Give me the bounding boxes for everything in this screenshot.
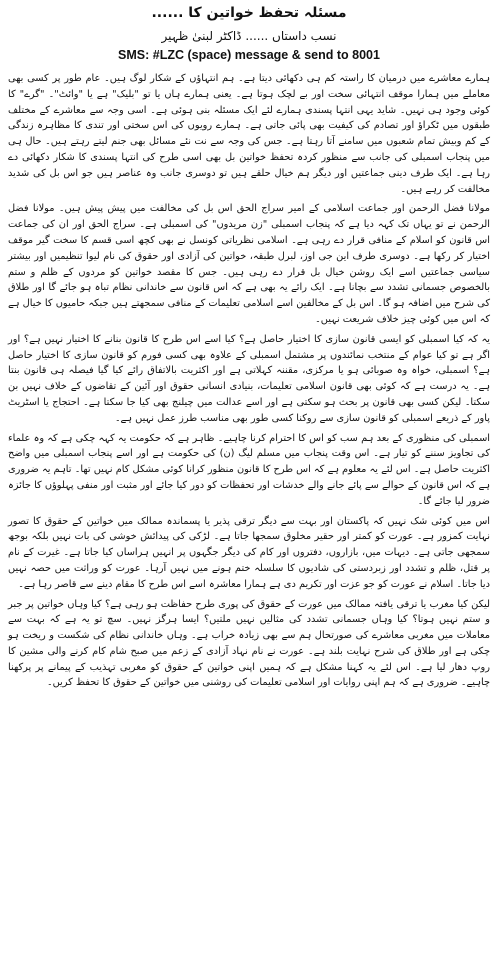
- article-paragraph: مولانا فضل الرحمن اور جماعت اسلامی کے امیر سراج الحق اس بل کی مخالفت میں پیش پیش ہیں۔ مولانا فضل الرحمن نے تو یہاں تک کہہ دیا ہے کہ پنجاب اسمبلی "زن مریدوں" کی اسمبلی ہے۔ سراج الحق اور ان کی جماعت اس قانون کو اسلام کے منافی قرار دے رہی ہے۔ اسلامی نظریاتی کونسل نے بھی کچھ اسی قسم کا سخت گیر موقف اختیار کر رکھا ہے۔ دوسری طرف این جی اوز، لبرل طبقہ، خواتین کی آزادی اور حقوق کی نام لیوا تنظیمیں اور بیشتر سیاسی جماعتیں اسے ایک روشن خیال بل قرار دے رہی ہیں۔ جس کا مقصد خواتین کو مردوں کے ظلم و ستم بالخصوص جسمانی تشدد سے بچانا ہے۔ ایک رائے یہ بھی ہے کہ اس قانون سے خاندانی نظام تباہ ہو جائے گا اور طلاق کی شرح میں اضافہ ہو گا۔ اس بل کے مخالفین اسے اسلامی تعلیمات کے منافی سمجھتے ہیں جبکہ حامیوں کا خیال ہے کہ اس میں کوئی چیز خلاف شریعت نہیں۔: [8, 203, 490, 325]
- article-paragraph: اسمبلی کی منظوری کے بعد ہم سب کو اس کا احترام کرنا چاہیے۔ ظاہر ہے کہ حکومت یہ کہہ چکی ہے کہ وہ علماء کی تجاویز سننے کو تیار ہے۔ اس وقت پنجاب میں مسلم لیگ (ن) کی حکومت ہے اور اسے پنجاب اسمبلی میں واضح اکثریت حاصل ہے۔ اس لئے یہ معلوم ہے کہ اس طرح کا قانون منظور کرانا کوئی مشکل کام نہیں تھا۔ تاہم یہ ضروری ہے کہ اس قانون کے حوالے سے پائے جانے والے خدشات اور تحفظات کو دور کیا جائے اور مثبت اور منفی پہلوؤں کا جائزہ ضرور لیا جائے گا۔: [8, 432, 490, 507]
- article-paragraph: یہ کہ کیا اسمبلی کو ایسی قانون سازی کا اختیار حاصل ہے؟ کیا اسے اس طرح کا قانون بنانے کا اختیار نہیں ہے؟ اور اگر ہے تو کیا عوام کے منتخب نمائندوں پر مشتمل اسمبلی کے علاوہ بھی کسی فورم کو قانون سازی کا اختیار حاصل ہے؟ اسمبلی، خواہ وہ صوبائی ہو یا مرکزی، مقننہ کہلاتی ہے اور اکثریت بالاتفاق رائے کیا گیا فیصلہ ہی قانون بنتا ہے۔ یہ درست ہے کہ کوئی بھی قانون اسلامی تعلیمات، بنیادی انسانی حقوق اور آئین کے تقاضوں کے خلاف نہیں بن سکتا۔ لیکن کسی بھی قانون پر بحث ہو سکتی ہے اور اسے عدالت میں چیلنج بھی کیا جا سکتا ہے۔ احتجاج یا اسٹریٹ پاور کے ذریعے اسمبلی کو قانون سازی سے روکنا کسی طور بھی مناسب طرز عمل نہیں ہے۔: [8, 333, 490, 424]
- article-body: [8, 71, 490, 691]
- article-paragraph: ہمارے معاشرے میں درمیان کا راستہ کم ہی دکھائی دیتا ہے۔ ہم انتہاؤں کے شکار لوگ ہیں۔ عام طور پر کسی بھی معاملے میں ہمارا موقف انتہائی سخت اور بے لچک ہوتا ہے۔ یعنی ہمارے ہاں یا تو "بلیک" ہے یا "وائٹ"۔ "گرے" کا کوئی وجود ہی نہیں۔ شاید یہی انتہا پسندی ہمارے لئے ایک مسئلہ بنی ہوئی ہے۔ اسی وجہ سے معاشرے کے مختلف طبقوں میں ٹکراؤ اور تصادم کی کیفیت بھی پائی جاتی ہے۔ ہمارے رویوں کی اس سختی اور تندی کا مظاہرہ زندگی کے کم وبیش تمام شعبوں میں سامنے آتا رہتا ہے۔ جس کی وجہ سے نت نئے مسائل بھی جنم لیتے رہتے ہیں۔ حال ہی میں پنجاب اسمبلی کی جانب سے منظور کردہ تحفظ خواتین بل بھی اسی طرح کی انتہا پسندی کا شکار دکھائی دے رہا ہے۔ ایک طرف دینی جماعتیں اور دیگر ہم خیال حلقے ہیں تو دوسری جانب وہ عناصر ہیں جو اس بل کی شدید مخالفت کر رہے ہیں۔: [8, 73, 490, 195]
- article-title: مسئلہ تحفظ خواتین کا ......: [151, 5, 347, 21]
- article-paragraph: لیکن کیا مغرب یا ترقی یافتہ ممالک میں عورت کے حقوق کی پوری طرح حفاظت ہو رہی ہے؟ کیا وہاں خواتین پر جبر و ستم نہیں ہوتا؟ کیا وہاں جسمانی تشدد کی مثالیں نہیں ملتیں؟ ایسا ہرگز نہیں۔ سچ تو یہ ہے کہ بہت سے معاملات میں مغربی معاشرے کی صورتحال ہم سے بھی زیادہ خراب ہے۔ وہاں خاندانی نظام کی شکست و ریخت ہو چکی ہے اور طلاق کی شرح نہایت بلند ہے۔ عورت نے نام نہاد آزادی کے زعم میں صبح شام کام کرنے والی مشین کا روپ دھار لیا ہے۔ اس لئے یہ کہنا مشکل ہے کہ ہمیں اپنی خواتین کے حقوق کو مغربی تہذیب کے پیمانے پر پرکھنا چاہیے۔ ضروری ہے کہ ہم اپنی روایات اور اسلامی تعلیمات کی روشنی میں خواتین کے حقوق کا تحفظ کریں۔: [8, 598, 490, 689]
- article-paragraph: اس میں کوئی شک نہیں کہ پاکستان اور بہت سے دیگر ترقی پذیر یا پسماندہ ممالک میں خواتین کے حقوق کا تصور نہایت کمزور ہے۔ عورت کو کمتر اور حقیر مخلوق سمجھا جاتا ہے۔ لڑکی کی پیدائش خوشی کی بات نہیں بلکہ بوجھ سمجھی جاتی ہے۔ دیہات میں، بازاروں، دفتروں اور کام کی دیگر جگہوں پر انہیں ہراساں کیا جاتا ہے۔ غیرت کے نام پر قتل، ظلم و تشدد اور زبردستی کی شادیوں کا سلسلہ ختم ہونے میں نہیں آرہا۔ عورت کو وراثت میں حصہ نہیں دیا جاتا۔ اسلام نے عورت کو جو عزت اور تکریم دی ہے ہمارا معاشرہ اسے اس طرح کا مقام دینے سے قاصر رہا ہے۔: [8, 515, 490, 590]
- sms-instructions: SMS: #LZC (space) message & send to 8001: [118, 48, 380, 62]
- article-byline: نسب داستاں ...... ڈاکٹر لبنیٰ ظہیر: [161, 29, 337, 43]
